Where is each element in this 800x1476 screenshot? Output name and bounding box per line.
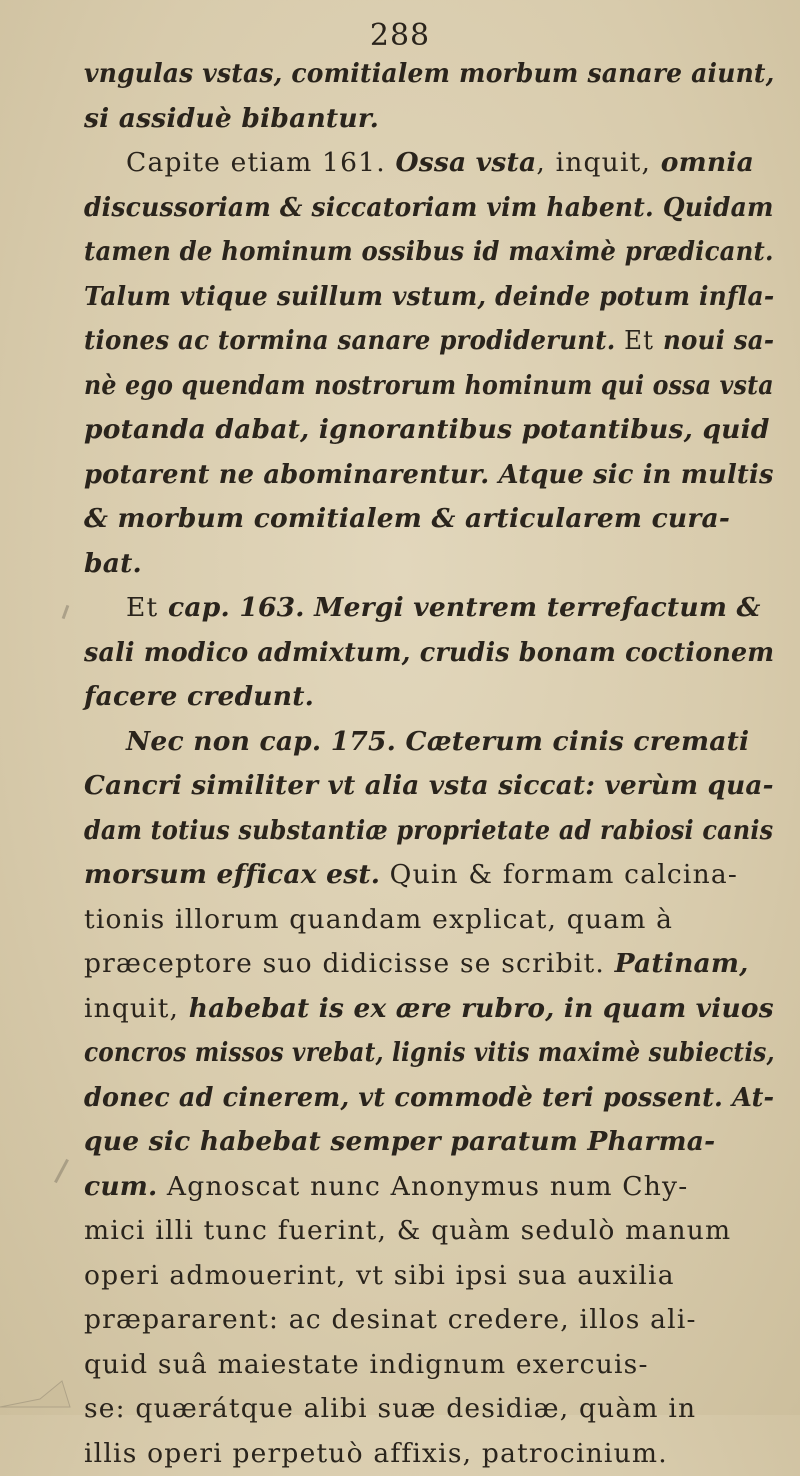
text-segment: præpararent: ac desinat credere, illos ali- [84,1304,697,1335]
text-line [84,764,768,809]
text-line [84,675,774,720]
text-segment: vngulas vstas, comitialem morbum sanare aiunt, [84,58,775,89]
text-line [84,942,774,987]
text-line [84,1209,774,1254]
text-segment: mici illi tunc fuerint, & quàm sedulò manum [84,1215,731,1246]
text-segment: donec ad cinerem, vt commodè teri possent. At- [84,1082,774,1113]
text-segment: bat. [84,548,142,579]
text-segment: se: quærátque alibi suæ desidiæ, quàm in [84,1393,696,1424]
text-segment: dam totius substantiæ proprietate ad rabiosi canis [84,815,773,846]
text-line [84,1165,774,1210]
text-line [84,186,735,231]
text-segment: quid suâ maiestate indignum exercuis- [84,1349,649,1380]
text-segment: nè ego quendam nostrorum hominum qui ossa vsta [84,370,774,401]
text-line [84,542,774,587]
text-line [84,1031,688,1076]
text-line [84,1076,746,1121]
text-line [84,987,771,1032]
text-segment: Cancri similiter vt alia vsta siccat: verùm qua- [84,770,774,801]
text-segment: , inquit, [536,147,660,178]
margin-mark [54,1159,69,1183]
text-line [84,408,774,453]
text-line [84,586,774,631]
text-segment: Et [624,325,663,356]
text-segment: potarent ne abominarentur. Atque sic in multis [84,459,774,490]
text-segment: Quin & formam calcina- [390,859,738,890]
text-segment: Agnoscat nunc Anonymus num Chy- [167,1171,688,1202]
text-line [84,720,774,765]
text-segment: tiones ac tormina sanare prodiderunt. [84,325,624,356]
text-segment: illis operi perpetuò affixis, patrocinium. [84,1438,668,1469]
text-line [84,1387,774,1432]
text-line [84,1120,774,1165]
text-segment: Nec non cap. 175. [126,726,406,757]
text-segment: morsum efficax est. [84,859,390,890]
text-line [84,52,735,97]
text-line [84,453,753,498]
text-segment: habebat is ex ære rubro, in quam viuos [189,993,774,1024]
text-line [84,853,774,898]
text-line [84,275,733,320]
text-segment: noui sa- [663,325,774,356]
text-line [84,1432,774,1476]
text-segment: omnia [661,147,754,178]
text-segment: tionis illorum quandam explicat, quam à [84,904,673,935]
text-segment: præceptore suo didicisse se scribit. [84,948,615,979]
text-segment: inquit, [84,993,189,1024]
text-line [84,809,708,854]
text-line [84,1254,774,1299]
text-line [84,97,774,142]
text-segment: operi admouerint, vt sibi ipsi sua auxilia [84,1260,675,1291]
text-segment: cap. 163. Mergi ventrem terrefactum & [168,592,761,623]
text-line [84,497,774,542]
page-number: 288 [0,18,800,53]
text-segment: Et [126,592,168,623]
text-segment: potanda dabat, ignorantibus potantibus, quid [84,414,770,445]
text-line [84,230,719,275]
margin-mark [62,605,70,619]
page-corner-fold [0,1369,80,1409]
text-segment: Patinam, [615,948,749,979]
text-segment: Talum vtique suillum vstum, deinde potum infla- [84,281,774,312]
text-line [84,319,722,364]
text-line [84,1343,774,1388]
text-segment: cum. [84,1171,167,1202]
text-segment: Cæterum cinis cremati [406,726,750,757]
text-line [84,631,744,676]
text-line [84,364,701,409]
text-segment: Capite etiam 161. [126,147,395,178]
text-block [84,52,774,1476]
text-line [84,1298,774,1343]
text-segment: tamen de hominum ossibus id maximè prædicant. [84,236,774,267]
text-segment: Ossa vsta [395,147,536,178]
text-line [84,141,774,186]
text-segment: sali modico admixtum, crudis bonam coctionem [84,637,774,668]
text-segment: si assiduè bibantur. [84,103,379,134]
text-segment: facere credunt. [84,681,314,712]
text-segment: concros missos vrebat, lignis vitis maximè subiectis, [84,1037,775,1068]
text-segment: que sic habebat semper paratum Pharma- [84,1126,715,1157]
text-segment: discussoriam & siccatoriam vim habent. Quidam [84,192,774,223]
text-line [84,898,774,943]
text-segment: & morbum comitialem & articularem cura- [84,503,730,534]
